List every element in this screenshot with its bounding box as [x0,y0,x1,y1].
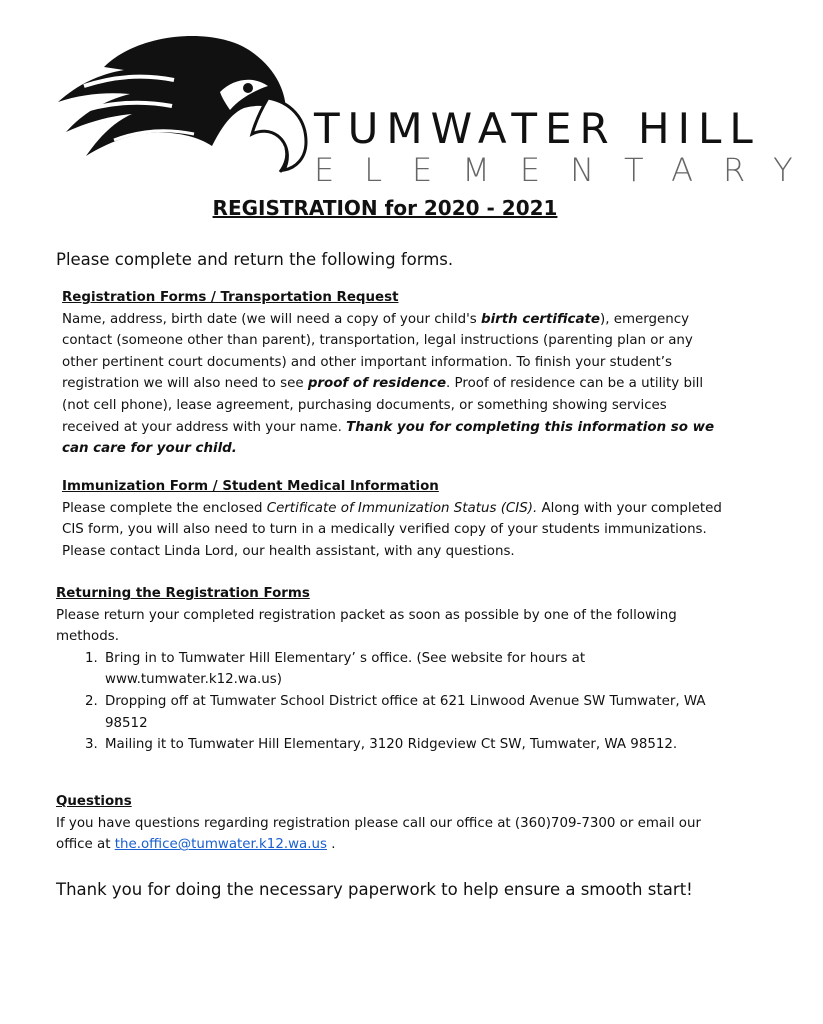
office-email-link[interactable]: the.office@tumwater.k12.wa.us [114,837,327,853]
registration-heading: Registration Forms / Transportation Request [62,290,399,305]
registration-body: Name, address, birth date (we will need a copy of your child's birth certificate), emergency contact (someone other than parent), transportation, legal instructions (parenting plan or any other pertinent court documents) and other important information. To finish your student’s registration we will also need to see proof of residence. Proof of residence can be a utility bill (not cell phone), lease agreement, purchasing documents, or something showing services received at your address with your name. Thank you for completing this information so we can care for your child. [62,311,715,457]
returning-heading: Returning the Registration Forms [56,586,310,601]
list-item: 2. Dropping off at Tumwater School District office at 621 Linwood Avenue SW Tumwater, WA 98512 [102,691,726,734]
list-item: 3. Mailing it to Tumwater Hill Elementary, 3120 Ridgeview Ct SW, Tumwater, WA 98512. [102,734,726,756]
questions-section [56,791,726,856]
returning-section [56,583,726,756]
closing-text: Thank you for doing the necessary paperwork to help ensure a smooth start! [56,880,693,899]
list-item: 1. Bring in to Tumwater Hill Elementary’ s office. (See website for hours at www.tumwater.k12.wa.us) [102,648,726,691]
page-title: REGISTRATION for 2020 - 2021 [212,196,558,220]
school-subtitle: ELEMENTARY [314,151,823,189]
school-logo [44,22,823,189]
questions-heading: Questions [56,794,132,809]
immunization-body: Please complete the enclosed Certificate of Immunization Status (CIS). Along with your completed CIS form, you will also need to turn in a medically verified copy of your students immunizations. Please contact Linda Lord, our health assistant, with any questions. [62,500,722,559]
intro-text: Please complete and return the following forms. [56,250,454,269]
immunization-heading: Immunization Form / Student Medical Information [62,479,439,494]
return-methods-list [56,648,726,756]
school-name: TUMWATER HILL [314,104,761,153]
returning-body: Please return your completed registration packet as soon as possible by one of the following methods. [56,607,677,645]
immunization-section [62,476,722,562]
registration-section [62,287,722,460]
hawk-head-icon [44,22,334,172]
questions-body: If you have questions regarding registration please call our office at (360)709-7300 or email our office at the.office@tumwater.k12.wa.us . [56,815,701,853]
